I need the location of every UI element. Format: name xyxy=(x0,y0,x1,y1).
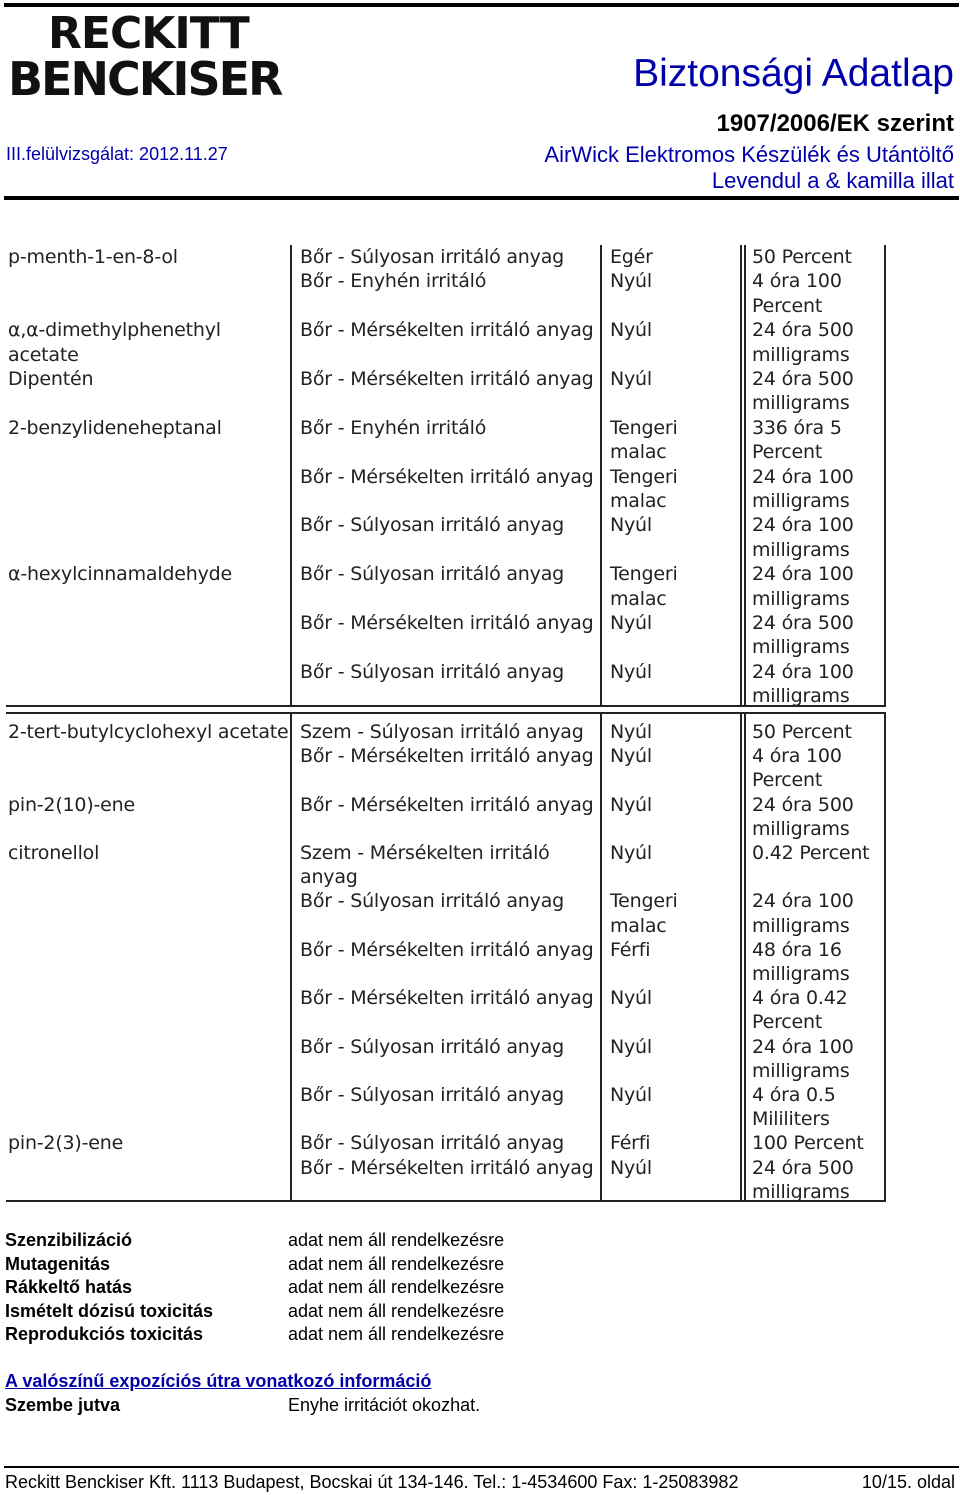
species-cell: Egér xyxy=(610,246,653,268)
footer-company-info: Reckitt Benckiser Kft. 1113 Budapest, Bocskai út 134-146. Tel.: 1-4534600 Fax: 1-25083982 xyxy=(5,1472,739,1492)
effect-cell: Bőr - Mérsékelten irritáló anyag xyxy=(300,745,594,768)
dose-cell: milligrams xyxy=(752,963,850,985)
dose-cell: 24 óra 500 xyxy=(752,368,854,390)
product-variant: Levendul a & kamilla illat xyxy=(711,168,954,193)
effect-cell: Bőr - Súlyosan irritáló anyag xyxy=(300,1035,564,1058)
dose-cell: milligrams xyxy=(752,914,850,937)
dose-cell: 24 óra 100 xyxy=(752,465,854,488)
summary-label: Mutagenitás xyxy=(5,1253,111,1274)
product-name: AirWick Elektromos Készülék és Utántöltő xyxy=(544,142,954,167)
page-footer xyxy=(5,1472,955,1493)
eye-contact-value: Enyhe irritációt okozhat. xyxy=(288,1395,481,1415)
dose-cell: 24 óra 100 xyxy=(752,890,854,913)
table-column-rule xyxy=(290,245,292,707)
footer-rule xyxy=(4,1466,959,1468)
dose-cell: milligrams xyxy=(752,636,850,659)
dose-cell: 0.42 Percent xyxy=(752,842,870,864)
dose-cell: 336 óra 5 xyxy=(752,416,842,439)
dose-cell: milligrams xyxy=(752,685,850,708)
summary-label: Rákkeltő hatás xyxy=(5,1277,133,1298)
dose-cell: 100 Percent xyxy=(752,1132,864,1155)
substance-cell: Dipentén xyxy=(8,368,94,390)
dose-cell: milligrams xyxy=(752,343,850,366)
dose-cell: 24 óra 100 xyxy=(752,1035,854,1058)
table-column-rule xyxy=(290,712,292,1202)
document-title: Biztonsági Adatlap xyxy=(633,52,954,95)
effect-cell: Bőr - Mérsékelten irritáló anyag xyxy=(300,612,594,634)
summary-label: Ismételt dózisú toxicitás xyxy=(5,1300,214,1321)
species-cell: malac xyxy=(610,490,667,512)
dose-cell: 4 óra 0.5 xyxy=(752,1084,836,1106)
effect-cell: Bőr - Súlyosan irritáló anyag xyxy=(300,1132,564,1155)
species-cell: Nyúl xyxy=(610,1035,652,1058)
dose-cell: Percent xyxy=(752,1011,823,1034)
effect-cell: Bőr - Mérsékelten irritáló anyag xyxy=(300,465,594,488)
dose-cell: milligrams xyxy=(752,1059,850,1082)
dose-cell: 4 óra 0.42 xyxy=(752,987,848,1010)
table-column-rule xyxy=(740,712,742,1202)
table-column-rule xyxy=(600,712,602,1202)
species-cell: Nyúl xyxy=(610,514,652,537)
regulation-reference: 1907/2006/EK szerint xyxy=(716,110,954,137)
header-top-rule xyxy=(4,3,959,7)
effect-cell: Bőr - Enyhén irritáló xyxy=(300,416,487,439)
eye-contact-label: Szembe jutva xyxy=(5,1395,121,1415)
effect-cell: Bőr - Mérsékelten irritáló anyag xyxy=(300,368,594,390)
effect-cell: Bőr - Mérsékelten irritáló anyag xyxy=(300,987,594,1010)
company-logo xyxy=(8,8,288,106)
species-cell: Nyúl xyxy=(610,987,652,1010)
effect-cell: Bőr - Súlyosan irritáló anyag xyxy=(300,890,564,913)
dose-cell: 24 óra 500 xyxy=(752,612,854,634)
substance-cell: pin-2(3)-ene xyxy=(8,1132,124,1155)
summary-value: adat nem áll rendelkezésre xyxy=(288,1230,505,1250)
summary-value: adat nem áll rendelkezésre xyxy=(288,1324,505,1345)
dose-cell: 24 óra 500 xyxy=(752,793,854,816)
substance-cell: acetate xyxy=(8,343,79,366)
species-cell: Tengeri xyxy=(610,465,678,488)
dose-cell: 24 óra 100 xyxy=(752,514,854,537)
effect-cell: Szem - Súlyosan irritáló anyag xyxy=(300,721,584,743)
species-cell: Férfi xyxy=(610,1132,651,1155)
table-column-rule xyxy=(884,245,886,707)
toxicity-table-2 xyxy=(6,712,886,1202)
species-cell: Nyúl xyxy=(610,793,652,816)
substance-cell: 2-benzylideneheptanal xyxy=(8,416,222,439)
dose-cell: milligrams xyxy=(752,392,850,415)
species-cell: Nyúl xyxy=(610,270,652,293)
effect-cell: Bőr - Súlyosan irritáló anyag xyxy=(300,514,564,537)
species-cell: malac xyxy=(610,587,667,610)
dose-cell: 50 Percent xyxy=(752,721,852,743)
summary-value: adat nem áll rendelkezésre xyxy=(288,1277,505,1298)
table-column-rule xyxy=(884,712,886,1202)
dose-cell: 24 óra 100 xyxy=(752,660,854,683)
dose-cell: Mililiters xyxy=(752,1108,830,1131)
header-bottom-rule xyxy=(4,196,959,200)
substance-cell: pin-2(10)-ene xyxy=(8,793,136,816)
species-cell: Nyúl xyxy=(610,842,652,864)
dose-cell: 4 óra 100 xyxy=(752,270,842,293)
effect-cell: Bőr - Mérsékelten irritáló anyag xyxy=(300,793,594,816)
dose-cell: milligrams xyxy=(752,1180,850,1203)
table-column-rule xyxy=(740,245,742,707)
species-cell: Nyúl xyxy=(610,368,652,390)
substance-cell: 2-tert-butylcyclohexyl acetate xyxy=(8,721,289,743)
species-cell: Tengeri xyxy=(610,890,678,913)
summary-label: Reprodukciós toxicitás xyxy=(5,1324,204,1345)
species-cell: malac xyxy=(610,441,667,464)
dose-cell: 48 óra 16 xyxy=(752,938,842,961)
dose-cell: milligrams xyxy=(752,490,850,512)
substance-cell: p-menth-1-en-8-ol xyxy=(8,246,178,268)
effect-cell: anyag xyxy=(300,866,358,889)
summary-value: adat nem áll rendelkezésre xyxy=(288,1300,505,1321)
dose-cell: 4 óra 100 xyxy=(752,745,842,768)
summary-value: adat nem áll rendelkezésre xyxy=(288,1253,505,1274)
effect-cell: Bőr - Mérsékelten irritáló anyag xyxy=(300,319,594,342)
effect-cell: Bőr - Súlyosan irritáló anyag xyxy=(300,660,564,683)
logo-line-1: RECKITT xyxy=(48,8,249,59)
table-column-rule xyxy=(600,245,602,707)
effect-cell: Bőr - Súlyosan irritáló anyag xyxy=(300,1084,564,1106)
dose-cell: 24 óra 500 xyxy=(752,1156,854,1179)
effect-cell: Bőr - Mérsékelten irritáló anyag xyxy=(300,1156,594,1179)
species-cell: Nyúl xyxy=(610,721,652,743)
species-cell: Nyúl xyxy=(610,1084,652,1106)
species-cell: Férfi xyxy=(610,938,651,961)
dose-cell: milligrams xyxy=(752,817,850,840)
effect-cell: Bőr - Súlyosan irritáló anyag xyxy=(300,246,564,268)
effect-cell: Bőr - Enyhén irritáló xyxy=(300,270,487,293)
table-top-rule xyxy=(6,712,886,714)
species-cell: Nyúl xyxy=(610,745,652,768)
species-cell: Tengeri xyxy=(610,416,678,439)
table-column-rule xyxy=(744,712,746,1202)
dose-cell: 24 óra 500 xyxy=(752,319,854,342)
species-cell: Tengeri xyxy=(610,563,678,586)
review-date: III.felülvizsgálat: 2012.11.27 xyxy=(6,144,228,164)
substance-cell: α-hexylcinnamaldehyde xyxy=(8,563,233,586)
effect-cell: Szem - Mérsékelten irritáló xyxy=(300,842,550,864)
dose-cell: Percent xyxy=(752,441,823,464)
page-number: 10/15. oldal xyxy=(861,1472,955,1492)
dose-cell: milligrams xyxy=(752,538,850,561)
species-cell: Nyúl xyxy=(610,660,652,683)
effect-cell: Bőr - Súlyosan irritáló anyag xyxy=(300,563,564,586)
species-cell: Nyúl xyxy=(610,612,652,634)
dose-cell: 50 Percent xyxy=(752,246,852,268)
substance-cell: citronellol xyxy=(8,842,100,864)
toxicity-table-1 xyxy=(6,245,886,707)
table-column-rule xyxy=(744,245,746,707)
species-cell: Nyúl xyxy=(610,319,652,342)
exposure-route-heading: A valószínű expozíciós útra vonatkozó információ xyxy=(5,1371,432,1391)
dose-cell: Percent xyxy=(752,769,823,792)
logo-line-2: BENCKISER xyxy=(8,52,282,106)
dose-cell: 24 óra 100 xyxy=(752,563,854,586)
dose-cell: milligrams xyxy=(752,587,850,610)
substance-cell: α,α-dimethylphenethyl xyxy=(8,319,221,342)
summary-label: Szenzibilizáció xyxy=(5,1230,133,1250)
species-cell: malac xyxy=(610,914,667,937)
dose-cell: Percent xyxy=(752,294,823,317)
species-cell: Nyúl xyxy=(610,1156,652,1179)
effect-cell: Bőr - Mérsékelten irritáló anyag xyxy=(300,938,594,961)
